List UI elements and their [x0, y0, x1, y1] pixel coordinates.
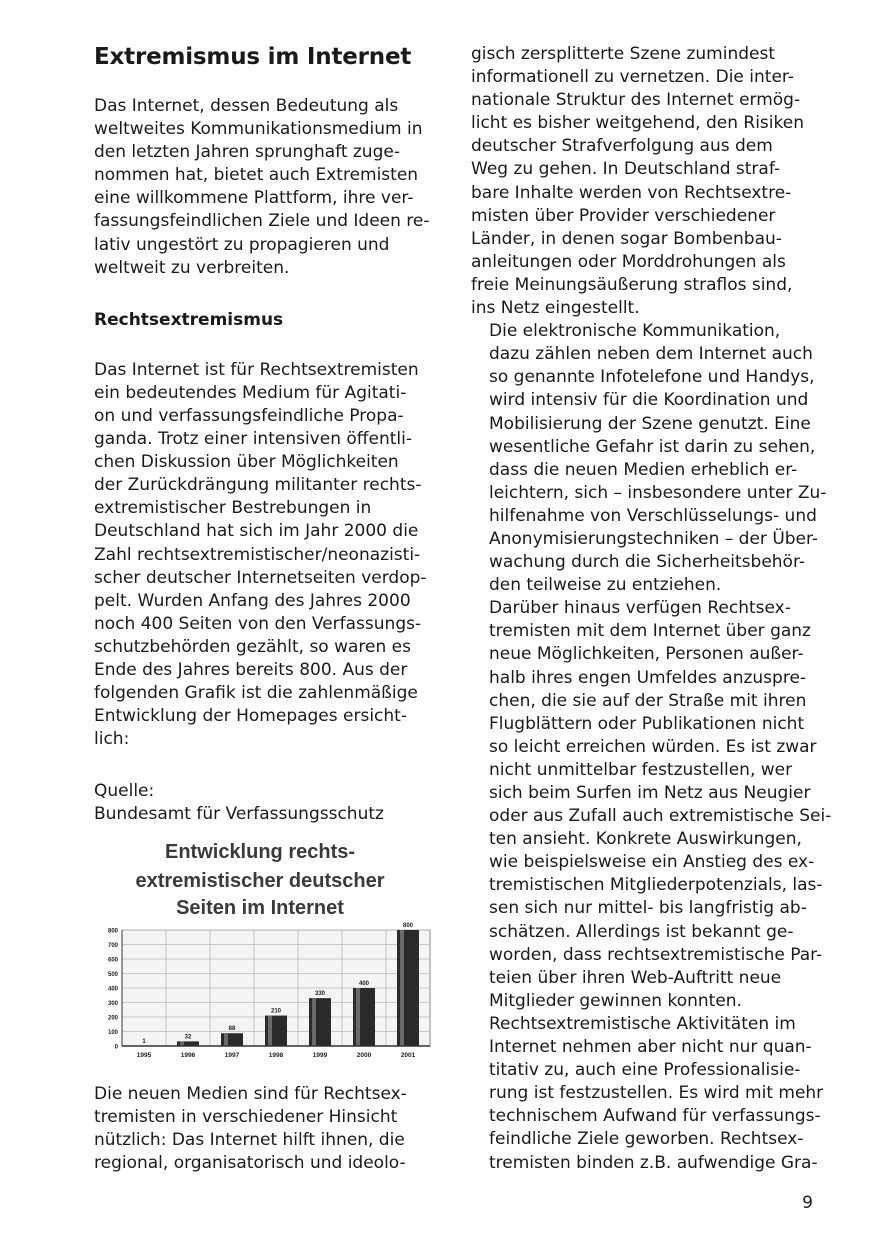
- x-tick-label: 1995: [136, 1052, 152, 1059]
- text-line: folgenden Grafik ist die zahlenmäßige: [94, 683, 418, 704]
- after-chart-paragraph: [94, 1083, 444, 1175]
- bar-value-label: 210: [270, 1008, 282, 1015]
- homepage-development-chart: [80, 838, 440, 1068]
- text-line: bare Inhalte werden von Rechtsextre-: [471, 182, 792, 203]
- y-tick-label: 800: [107, 928, 118, 935]
- text-line: tremistischen Mitgliederpotenzials, las-: [489, 875, 823, 896]
- text-line: nützlich: Das Internet hilft ihnen, die: [94, 1130, 405, 1151]
- text-line: Mobilisierung der Szene genutzt. Eine: [489, 413, 811, 434]
- text-line: deutscher Strafverfolgung aus dem: [471, 136, 773, 157]
- x-tick-label: 1999: [312, 1052, 328, 1059]
- text-line: weltweites Kommunikationsmedium in: [94, 119, 423, 140]
- text-line: on und verfassungsfeindliche Propa-: [94, 405, 404, 426]
- x-tick-label: 2001: [400, 1052, 416, 1059]
- right-paragraph-1: [471, 43, 816, 320]
- text-line: freie Meinungsäußerung straflos sind,: [471, 274, 793, 295]
- chart-bar-shade: [268, 1016, 272, 1046]
- x-tick-label: 1997: [224, 1052, 240, 1059]
- text-line: wie beispielsweise ein Anstieg des ex-: [489, 852, 815, 873]
- right-paragraph-4: [471, 1013, 824, 1175]
- text-line: fassungsfeindlichen Ziele und Ideen re-: [94, 211, 430, 232]
- text-line: Zahl rechtsextremistischer/neonazisti-: [94, 544, 421, 565]
- text-line: dass die neuen Medien erheblich er-: [489, 459, 798, 480]
- text-line: Anonymisierungstechniken – der Über-: [489, 528, 819, 549]
- text-line: neue Möglichkeiten, Personen außer-: [489, 644, 804, 665]
- text-line: feindliche Ziele geworben. Rechtsex-: [489, 1129, 804, 1150]
- x-tick-label: 1998: [268, 1052, 284, 1059]
- chart-bar-shade: [400, 930, 404, 1046]
- bar-value-label: 1: [142, 1038, 146, 1045]
- y-tick-label: 300: [107, 1001, 118, 1007]
- text-line: Das Internet, dessen Bedeutung als: [94, 96, 399, 116]
- text-line: so genannte Infotelefone und Handys,: [489, 367, 815, 388]
- text-line: Darüber hinaus verfügen Rechtsex-: [489, 598, 791, 619]
- source-name: Bundesamt für Verfassungsschutz: [94, 804, 384, 825]
- text-line: noch 400 Seiten von den Verfassungs-: [94, 613, 422, 634]
- text-line: extremistischer Bestrebungen in: [94, 498, 372, 519]
- text-line: Länder, in denen sogar Bombenbau-: [471, 228, 782, 249]
- text-line: der Zurückdrängung militanter rechts-: [94, 475, 422, 496]
- right-column: [471, 43, 832, 1175]
- y-tick-label: 500: [107, 972, 118, 978]
- text-line: dazu zählen neben dem Internet auch: [489, 344, 813, 365]
- text-line: Mitglieder gewinnen konnten.: [489, 990, 742, 1011]
- text-line: chen Diskussion über Möglichkeiten: [94, 452, 399, 473]
- text-line: Internet nehmen aber nicht nur quan-: [489, 1037, 812, 1058]
- y-tick-label: 600: [107, 957, 118, 964]
- text-line: regional, organisatorisch und ideolo-: [94, 1153, 406, 1174]
- text-line: halb ihres engen Umfeldes anzuspre-: [489, 667, 807, 688]
- text-line: den teilweise zu entziehen.: [489, 575, 722, 596]
- text-line: schätzen. Allerdings ist bekannt ge-: [489, 921, 794, 942]
- y-tick-label: 100: [107, 1030, 118, 1036]
- x-tick-label: 2000: [356, 1052, 372, 1059]
- text-line: misten über Provider verschiedener: [471, 205, 776, 226]
- page-title: Extremismus im Internet: [94, 44, 412, 70]
- text-line: ins Netz eingestellt.: [471, 298, 640, 319]
- text-line: wird intensiv für die Koordination und: [489, 390, 809, 411]
- chart-bar-shade: [224, 1033, 228, 1046]
- bar-value-label: 400: [358, 981, 370, 987]
- text-line: lativ ungestört zu propagieren und: [94, 234, 390, 255]
- bar-value-label: 330: [314, 991, 326, 998]
- chart-bar-shade: [356, 988, 360, 1046]
- text-line: hilfenahme von Verschlüsselungs- und: [489, 505, 817, 526]
- text-line: Die neuen Medien sind für Rechtsex-: [94, 1084, 407, 1104]
- text-line: wachung durch die Sicherheitsbehör-: [489, 552, 805, 573]
- text-line: sen sich nur mittel- bis langfristig ab-: [489, 898, 807, 919]
- text-line: ganda. Trotz einer intensiven öffentli-: [94, 429, 412, 450]
- text-line: rung ist festzustellen. Es wird mit mehr: [489, 1083, 824, 1104]
- text-line: tremisten binden z.B. aufwendige Gra-: [489, 1152, 818, 1173]
- text-line: Flugblättern oder Publikationen nicht: [489, 713, 805, 734]
- section-heading: Rechtsextremismus: [94, 309, 284, 330]
- y-tick-label: 200: [107, 1015, 118, 1022]
- text-line: scher deutscher Internetseiten verdop-: [94, 567, 427, 588]
- text-line: technischem Aufwand für verfassungs-: [489, 1106, 821, 1127]
- text-line: ein bedeutendes Medium für Agitati-: [94, 382, 407, 403]
- chart-title-line: Entwicklung rechts-: [164, 841, 356, 863]
- bar-value-label: 800: [402, 923, 414, 929]
- text-line: Deutschland hat sich im Jahr 2000 die: [94, 521, 419, 542]
- text-line: Rechtsextremistische Aktivitäten im: [489, 1013, 796, 1034]
- text-line: Weg zu gehen. In Deutschland straf-: [471, 159, 781, 180]
- text-line: tremisten in verschiedener Hinsicht: [94, 1107, 398, 1128]
- text-line: ten ansieht. Konkrete Auswirkungen,: [489, 829, 802, 850]
- text-line: Das Internet ist für Rechtsextremisten: [94, 359, 419, 380]
- text-line: nicht unmittelbar festzustellen, wer: [489, 759, 793, 780]
- left-column: [94, 95, 444, 827]
- bar-value-label: 88: [228, 1026, 236, 1033]
- text-line: lich:: [94, 729, 130, 750]
- body-paragraph: [94, 359, 444, 752]
- text-line: chen, die sie auf der Straße mit ihren: [489, 690, 807, 711]
- text-line: gisch zersplitterte Szene zumindest: [471, 44, 776, 64]
- text-line: eine willkommene Plattform, ihre ver-: [94, 188, 414, 209]
- text-line: tremisten mit dem Internet über ganz: [489, 621, 811, 642]
- text-line: teien über ihren Web-Auftritt neue: [489, 967, 782, 988]
- text-line: den letzten Jahren sprunghaft zuge-: [94, 142, 400, 163]
- y-tick-label: 0: [114, 1044, 118, 1051]
- text-line: licht es bisher weitgehend, den Risiken: [471, 113, 804, 134]
- text-line: schutzbehörden gezählt, so waren es: [94, 636, 411, 657]
- y-tick-label: 400: [107, 986, 118, 993]
- x-tick-label: 1996: [180, 1052, 196, 1059]
- text-line: titativ zu, auch eine Professionalisie-: [489, 1060, 801, 1081]
- text-line: leichtern, sich – insbesondere unter Zu-: [489, 482, 827, 503]
- right-paragraph-3: [471, 597, 832, 1013]
- text-line: sich beim Surfen im Netz aus Neugier: [489, 783, 811, 803]
- text-line: Ende des Jahres bereits 800. Aus der: [94, 659, 408, 680]
- bar-value-label: 32: [184, 1034, 192, 1041]
- chart-bar-shade: [312, 998, 316, 1046]
- chart-title-line: Seiten im Internet: [176, 897, 344, 919]
- text-line: so leicht erreichen würden. Es ist zwar: [489, 736, 817, 757]
- right-paragraph-2: [471, 320, 827, 597]
- text-line: anleitungen oder Morddrohungen als: [471, 251, 786, 272]
- text-line: oder aus Zufall auch extremistische Sei-: [489, 806, 832, 827]
- text-line: pelt. Wurden Anfang des Jahres 2000: [94, 590, 411, 611]
- text-line: nommen hat, bietet auch Extremisten: [94, 165, 419, 186]
- text-line: Entwicklung der Homepages ersicht-: [94, 706, 407, 727]
- text-line: worden, dass rechtsextremistische Par-: [489, 944, 823, 965]
- text-line: wesentliche Gefahr ist darin zu sehen,: [489, 436, 816, 457]
- source-label: Quelle:: [94, 781, 155, 802]
- intro-paragraph: [94, 95, 444, 280]
- text-line: Die elektronische Kommunikation,: [489, 321, 781, 342]
- chart-title-line: extremistischer deutscher: [135, 870, 385, 892]
- text-line: weltweit zu verbreiten.: [94, 257, 290, 278]
- text-line: informationell zu vernetzen. Die inter-: [471, 67, 794, 88]
- text-line: nationale Struktur des Internet ermög-: [471, 90, 801, 111]
- y-tick-label: 700: [107, 943, 118, 949]
- page-number: 9: [802, 1193, 813, 1213]
